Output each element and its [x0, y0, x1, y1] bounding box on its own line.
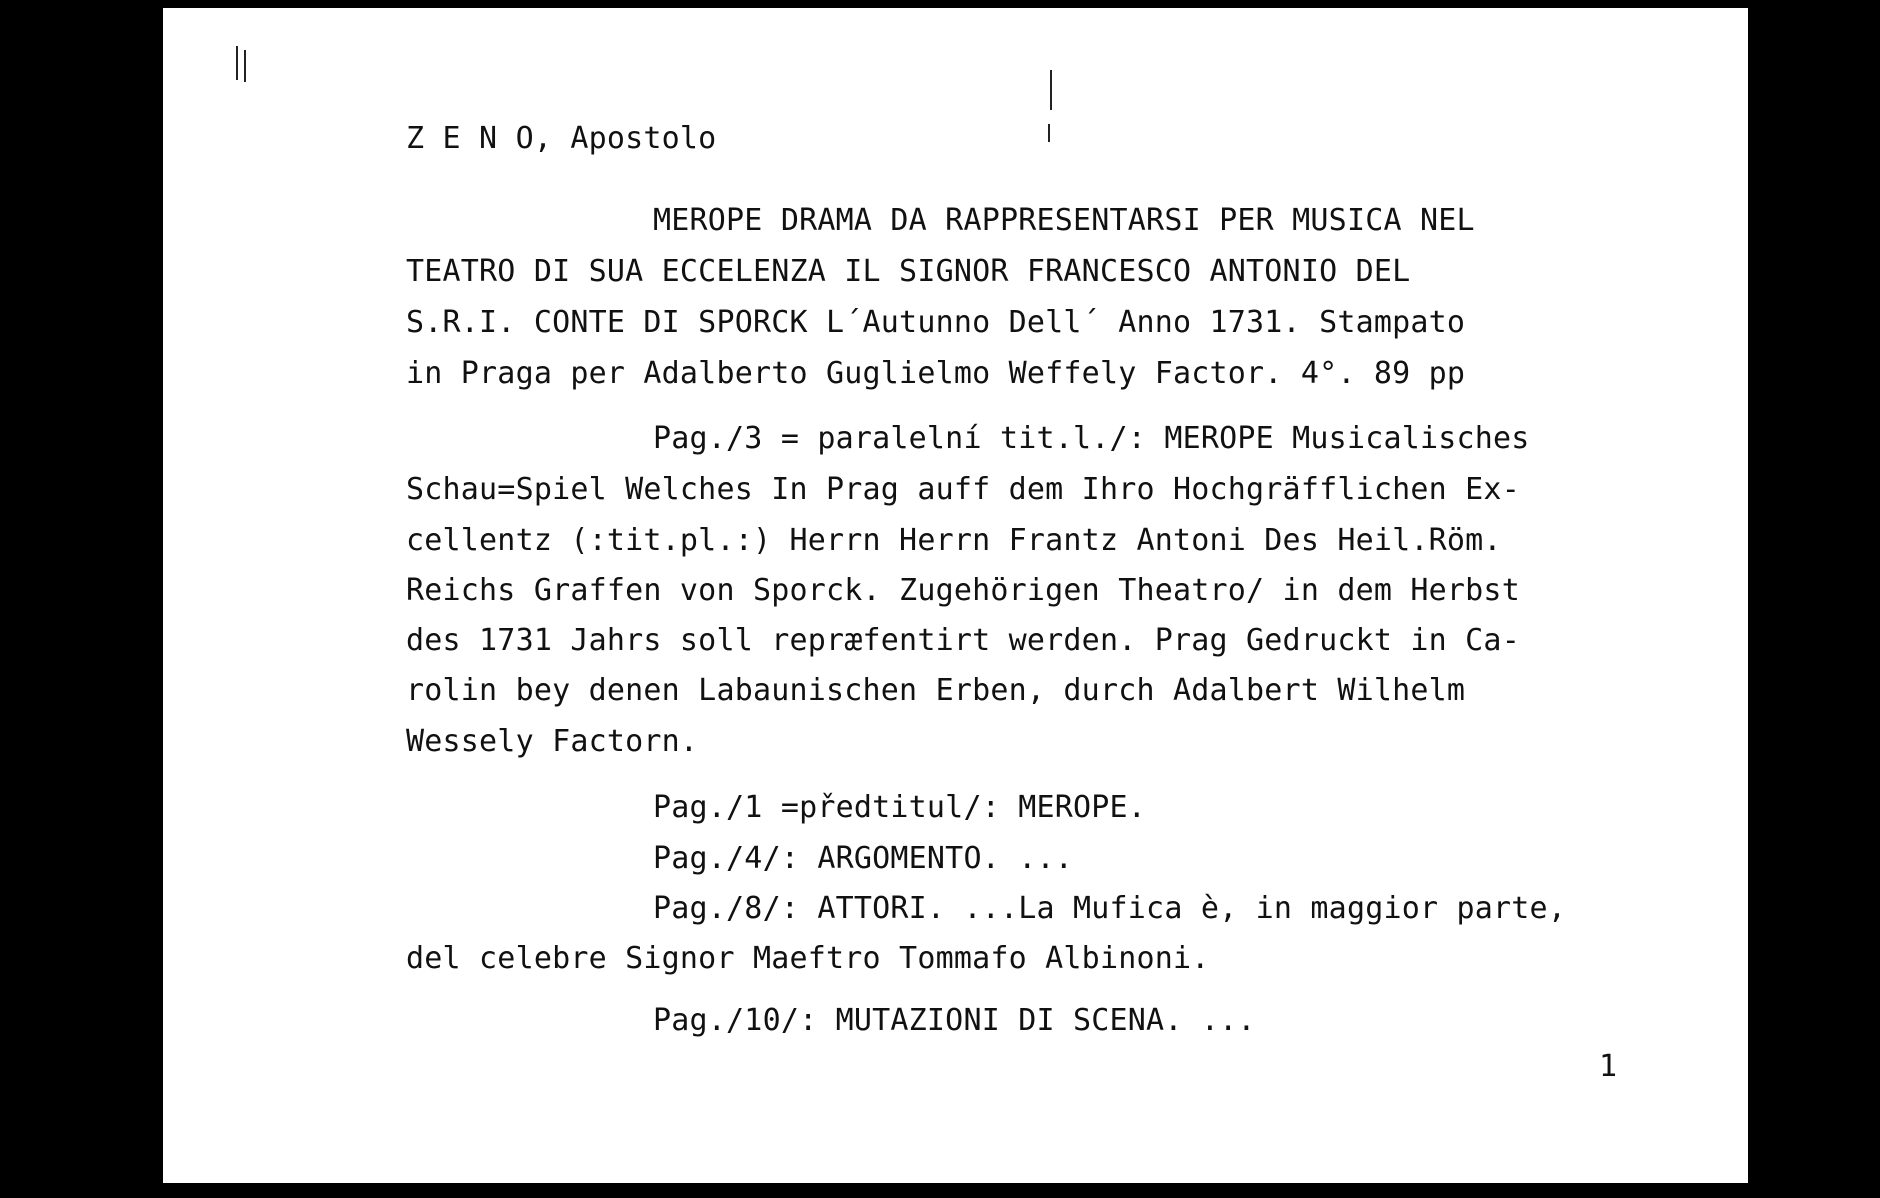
parallel-title-line: Wessely Factorn.	[406, 724, 699, 759]
note-line: Pag./8/: ATTORI. ...La Mufica è, in maggior parte,	[653, 891, 1567, 926]
parallel-title-line: des 1731 Jahrs soll repræfentirt werden. Prag Gedruckt in Ca-	[406, 623, 1520, 658]
corner-mark	[236, 46, 238, 80]
stray-mark	[1048, 124, 1050, 142]
title-line: MEROPE DRAMA DA RAPPRESENTARSI PER MUSICA NEL	[653, 203, 1475, 238]
title-line: in Praga per Adalberto Guglielmo Weffely Factor. 4°. 89 pp	[406, 356, 1466, 391]
parallel-title-line: rolin bey denen Labaunischen Erben, durch Adalbert Wilhelm	[406, 673, 1466, 708]
title-line: S.R.I. CONTE DI SPORCK L´Autunno Dell´ Anno 1731. Stampato	[406, 305, 1466, 340]
parallel-title-line: Pag./3 = paralelní tit.l./: MEROPE Musicalisches	[653, 421, 1530, 456]
parallel-title-line: cellentz (:tit.pl.:) Herrn Herrn Frantz Antoni Des Heil.Röm.	[406, 523, 1502, 558]
catalog-card	[163, 8, 1748, 1183]
title-line: TEATRO DI SUA ECCELENZA IL SIGNOR FRANCESCO ANTONIO DEL	[406, 254, 1411, 289]
note-line: del celebre Signor Maeftro Tommafo Albinoni.	[406, 941, 1210, 976]
stray-mark	[1050, 70, 1052, 110]
note-line: Pag./4/: ARGOMENTO. ...	[653, 841, 1074, 876]
note-line: Pag./1 =předtitul/: MEROPE.	[653, 790, 1147, 825]
note-line: Pag./10/: MUTAZIONI DI SCENA. ...	[653, 1003, 1256, 1038]
parallel-title-line: Reichs Graffen von Sporck. Zugehörigen Theatro/ in dem Herbst	[406, 573, 1520, 608]
corner-mark	[244, 50, 246, 82]
author-heading: Z E N O, Apostolo	[406, 121, 717, 156]
card-page-number: 1	[1599, 1049, 1618, 1084]
parallel-title-line: Schau=Spiel Welches In Prag auff dem Ihro Hochgräfflichen Ex-	[406, 472, 1520, 507]
